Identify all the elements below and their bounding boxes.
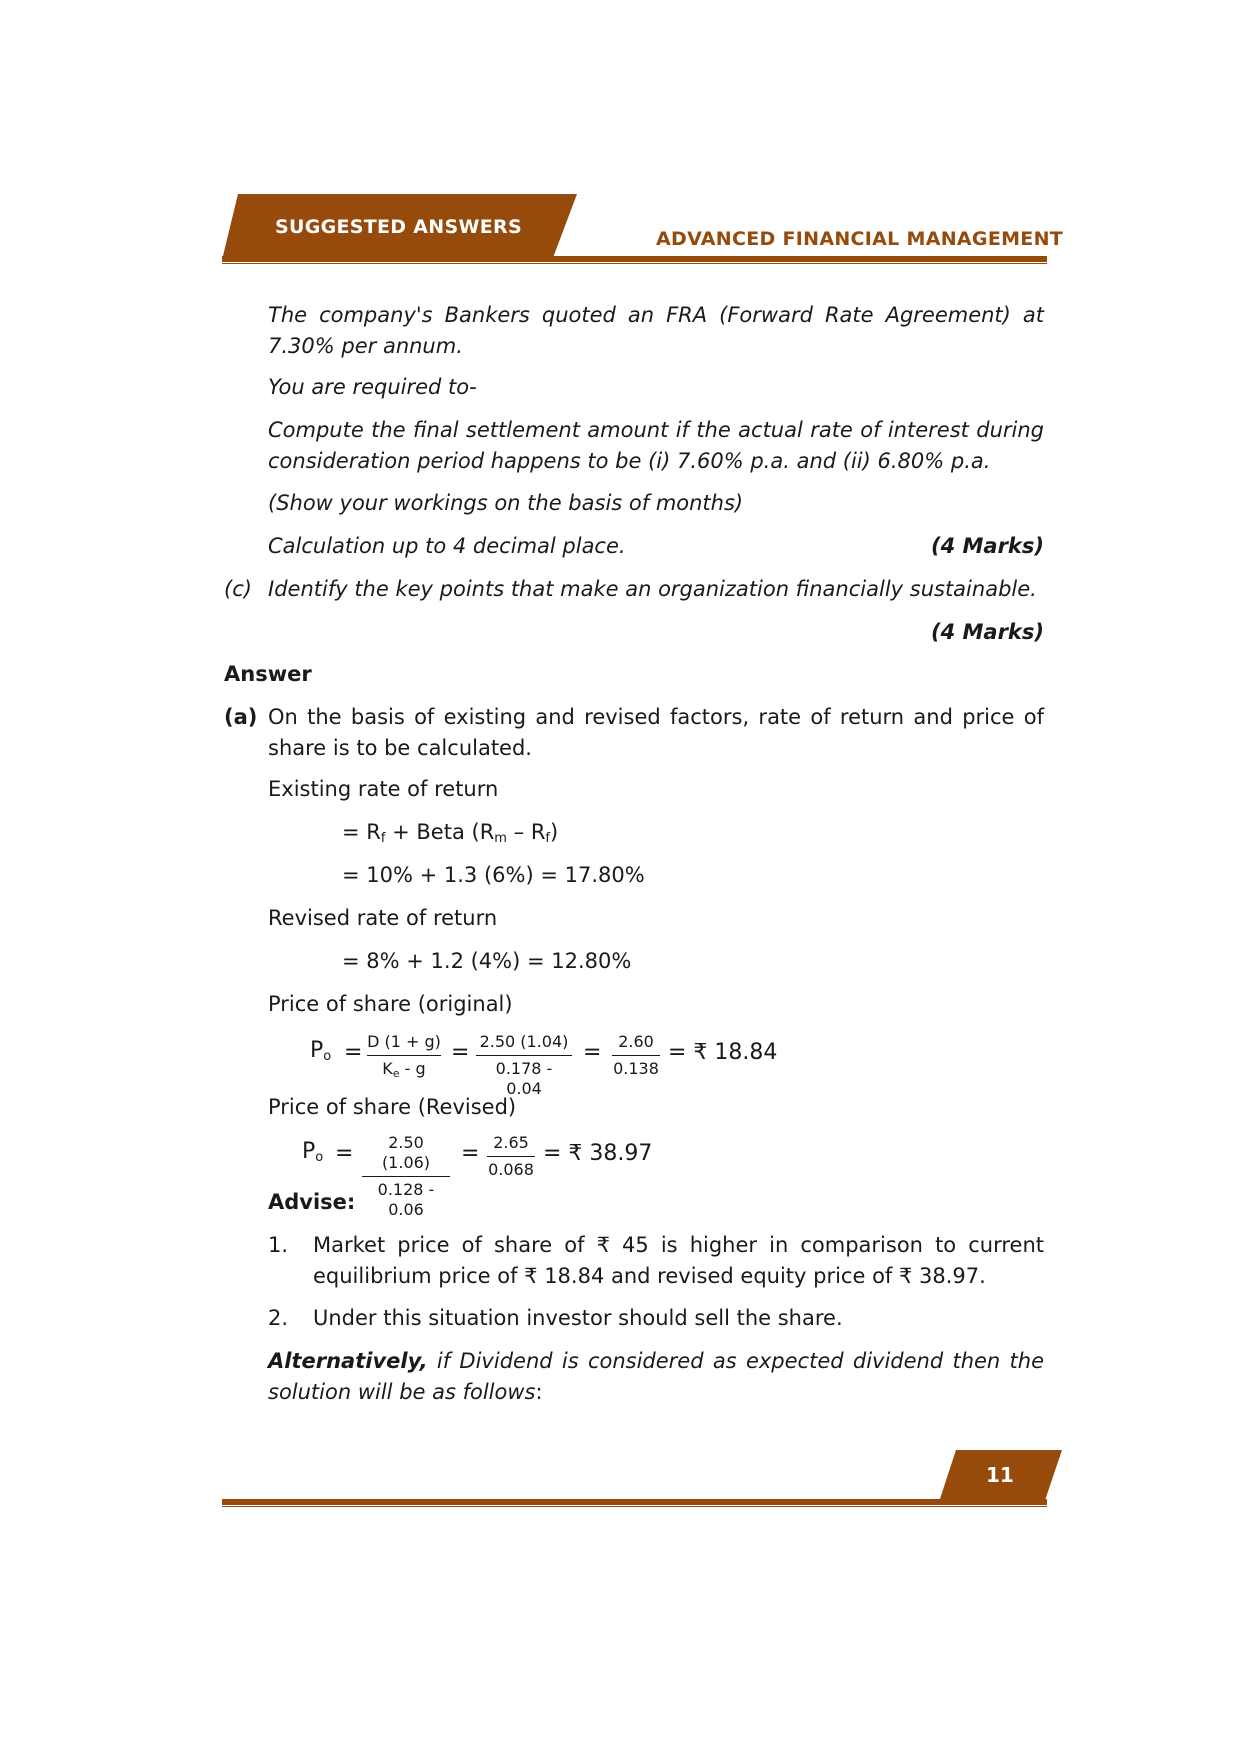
revised-return-label: Revised rate of return	[268, 906, 498, 930]
revised-return-calc: = 8% + 1.2 (4%) = 12.80%	[342, 949, 632, 973]
eq1-lhs: $P_o$	[310, 1038, 332, 1064]
answer-a-intro: On the basis of existing and revised factors, rate of return and price of share is to be calculated.	[268, 705, 1044, 760]
eq2-fraction-1: $\frac{2.50 (1.06)}{0.128 - 0.06}$	[362, 1133, 450, 1220]
footer-rule	[222, 1499, 1047, 1505]
fra-paragraph: The company's Bankers quoted an FRA (Forward Rate Agreement) at 7.30% per annum.	[268, 303, 1044, 358]
eq1-fraction-3: $\frac{2.60}{0.138}$	[613, 1032, 659, 1078]
eq2-fraction-2: $\frac{2.65}{0.068}$	[488, 1133, 534, 1179]
eq2-result: = ₹ 38.97	[543, 1141, 653, 1166]
eq2-equals-1: =	[335, 1141, 354, 1166]
price-original-label: Price of share (original)	[268, 992, 513, 1016]
question-c-text: Identify the key points that make an organization financially sustainable.	[268, 577, 1037, 601]
marks-b: (4 Marks)	[930, 534, 1044, 558]
advise-item-number: 1.	[268, 1233, 289, 1257]
show-workings-line: (Show your workings on the basis of months)	[268, 491, 744, 515]
eq1-equals-2: =	[451, 1040, 470, 1065]
footer-rule-thin	[222, 1506, 1047, 1507]
advise-item-text: Under this situation investor should sell the share.	[313, 1306, 843, 1330]
compute-paragraph: Compute the final settlement amount if the actual rate of interest during consideration period happens to be (i) 7.60% p.a. and (ii) 6.80% p.a.	[268, 418, 1044, 473]
header-title: ADVANCED FINANCIAL MANAGEMENT	[656, 228, 1064, 250]
header-tab-label: SUGGESTED ANSWERS	[275, 216, 522, 238]
existing-return-formula: = $R_f$ + Beta $(R_m - R_f)$	[342, 820, 559, 846]
page-number: 11	[986, 1463, 1014, 1487]
existing-return-label: Existing rate of return	[268, 777, 499, 801]
eq1-fraction-2: $\frac{2.50 (1.04)}{0.178 - 0.04}$	[476, 1032, 572, 1099]
alternative-colon: :	[535, 1380, 543, 1404]
eq2-equals-2: =	[461, 1141, 480, 1166]
eq1-result: = ₹ 18.84	[668, 1040, 778, 1065]
advise-item-text: Market price of share of ₹ 45 is higher in comparison to current equilibrium price of ₹ 18.84 and revised equity price of ₹ 38.97.	[313, 1233, 1044, 1288]
required-line: You are required to-	[268, 375, 477, 399]
eq1-fraction-1: $\frac{D (1 + g)}{K_e - g}$	[367, 1032, 441, 1084]
answer-heading: Answer	[224, 662, 312, 686]
header-rule	[222, 256, 1047, 262]
price-revised-label: Price of share (Revised)	[268, 1095, 517, 1119]
question-c-label: (c)	[224, 577, 252, 601]
alternative-text: if Dividend is considered as expected dividend then the solution will be as follows	[268, 1349, 1044, 1404]
advise-heading: Advise:	[268, 1190, 356, 1214]
eq1-equals-3: =	[583, 1040, 602, 1065]
marks-c: (4 Marks)	[930, 620, 1044, 644]
header-rule-thin	[222, 263, 1047, 264]
eq1-equals-1: =	[344, 1040, 363, 1065]
alternative-paragraph	[268, 1346, 1044, 1408]
advise-item-number: 2.	[268, 1306, 289, 1330]
existing-return-calc: = 10% + 1.3 (6%) = 17.80%	[342, 863, 645, 887]
calc-note-line: Calculation up to 4 decimal place.	[268, 534, 626, 558]
eq2-lhs: $P_o$	[302, 1139, 324, 1165]
alternative-lead: Alternatively,	[268, 1349, 428, 1373]
answer-a-label: (a)	[224, 705, 258, 729]
